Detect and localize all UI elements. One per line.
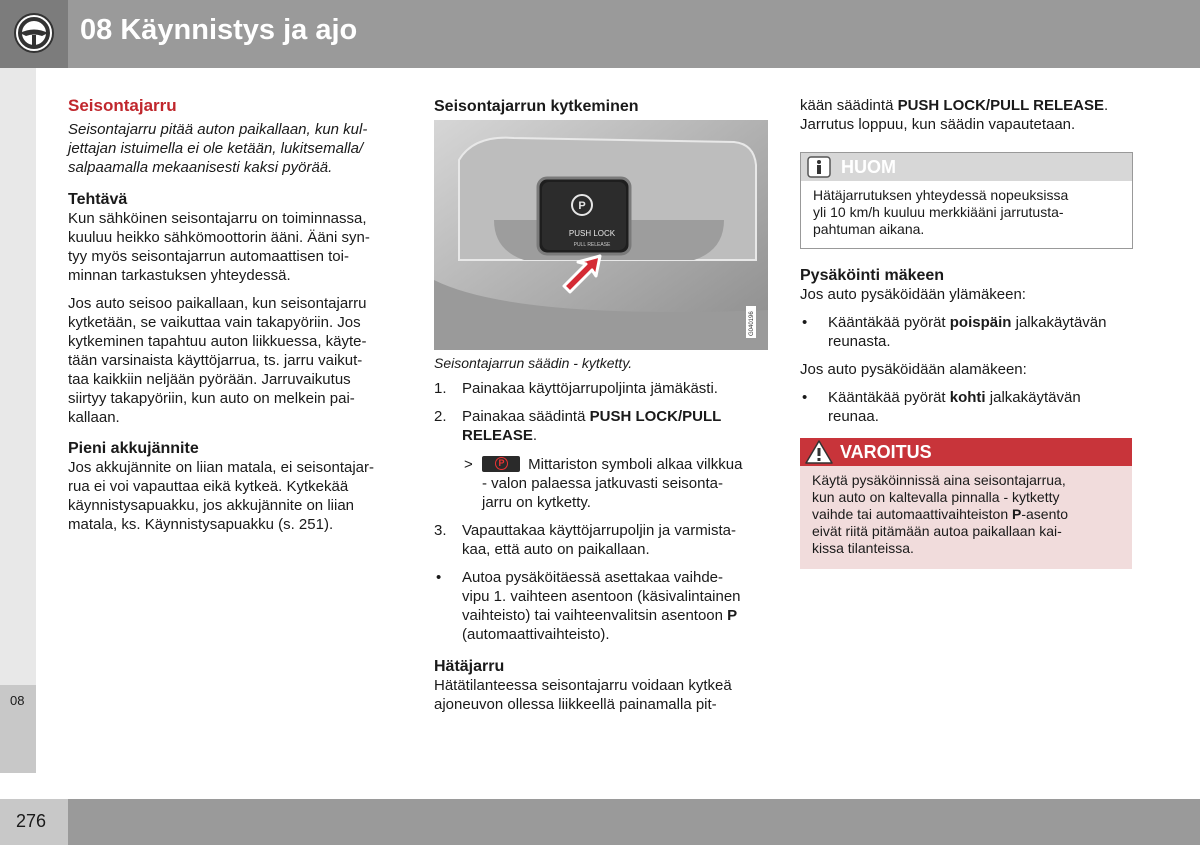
bullet: • xyxy=(436,569,442,586)
column-3-top xyxy=(800,96,1140,134)
warning-line: -asento xyxy=(1021,506,1069,522)
note-title: HUOM xyxy=(841,157,896,177)
chapter-title: 08 Käynnistys ja ajo xyxy=(80,14,358,46)
steering-wheel-icon xyxy=(13,12,55,54)
text-line: rua ei voi vapauttaa eikä kytkeä. Kytkekää xyxy=(68,478,349,495)
bullet-text: (automaattivaihteisto). xyxy=(462,626,610,643)
list-item xyxy=(800,388,1140,426)
text-line: Jos auto seisoo paikallaan, kun seisontajarru xyxy=(68,295,367,312)
bullet-bold: kohti xyxy=(949,389,986,406)
warning-box xyxy=(800,438,1132,569)
warning-triangle-icon xyxy=(804,439,834,465)
intro-text xyxy=(68,120,403,177)
paragraph xyxy=(68,294,403,427)
bullet-bold: poispäin xyxy=(949,314,1012,331)
text-line: kään säädintä xyxy=(800,97,898,114)
subheading-battery: Pieni akkujännite xyxy=(68,440,199,457)
parking-brake-illustration xyxy=(434,120,768,350)
warning-title: VAROITUS xyxy=(840,442,932,462)
step-text: Painakaa käyttöjarrupoljinta jämäkästi. xyxy=(462,380,718,397)
warning-header xyxy=(800,438,1132,466)
list-item xyxy=(800,313,1140,351)
bullet: • xyxy=(802,389,808,406)
text-line: tään varsinaista käyttöjarrua, ts. jarru vaikut- xyxy=(68,352,363,369)
warning-line: eivät riitä pitämään autoa paikallaan kai- xyxy=(812,523,1062,539)
sub-text: jarru on kytketty. xyxy=(482,494,591,511)
list-item xyxy=(434,568,779,644)
paragraph xyxy=(68,458,403,534)
section-heading: Seisontajarrun kytkeminen xyxy=(434,98,639,115)
step-bold: RELEASE xyxy=(462,427,533,444)
sub-arrow: > xyxy=(464,456,473,473)
text-line: . xyxy=(1104,97,1109,114)
warning-body xyxy=(800,466,1132,563)
text-line: Jos akkujännite on liian matala, ei seisontajar- xyxy=(68,459,374,476)
bullet-text: vipu 1. vaihteen asentoon (käsivalintainen xyxy=(462,588,741,605)
page-number-block xyxy=(0,799,68,845)
column-1 xyxy=(68,96,403,534)
button-label-line1: PUSH LOCK xyxy=(568,229,616,238)
svg-text:P: P xyxy=(578,200,586,212)
text-line: minnan tarkastuksen yhteydessä. xyxy=(68,267,291,284)
side-tab-label: 08 xyxy=(10,693,25,708)
text-bold: PUSH LOCK/PULL RELEASE xyxy=(897,97,1104,114)
intro-line: salpaamalla mekaanisesti kaksi pyörää. xyxy=(68,159,333,176)
text-line: kytketään, se vaikuttaa vain takapyöriin. Jos xyxy=(68,314,361,331)
note-body xyxy=(801,181,1132,244)
step-text: . xyxy=(532,427,538,444)
paragraph xyxy=(68,209,403,285)
note-header xyxy=(801,153,1132,181)
text-line: kallaan. xyxy=(68,409,120,426)
bullet-text: reunaa. xyxy=(828,408,879,425)
note-line: Hätäjarrutuksen yhteydessä nopeuksissa xyxy=(813,187,1069,203)
intro-line: jettajan istuimella ei ole ketään, lukitsemalla/ xyxy=(68,140,364,157)
note-line: pahtuman aikana. xyxy=(813,221,925,237)
figure-caption: Seisontajarrun säädin - kytketty. xyxy=(434,355,633,371)
bullet-text: reunasta. xyxy=(828,333,891,350)
text-line: kuuluu heikko sähkömoottorin ääni. Ääni syn- xyxy=(68,229,370,246)
column-3-middle xyxy=(800,266,1140,426)
sub-text: Mittariston symboli alkaa vilkkua xyxy=(524,456,743,473)
text-line: Hätätilanteessa seisontajarru voidaan kytkeä xyxy=(434,677,732,694)
bullet: • xyxy=(802,314,808,331)
text-line: käynnistysapuakku, jos akkujännite on liian xyxy=(68,497,355,514)
button-label-line2: PULL RELEASE xyxy=(573,242,611,248)
subheading-hill-parking: Pysäköinti mäkeen xyxy=(800,267,945,284)
bullet-text: jalkakäytävän xyxy=(985,389,1081,406)
list-item xyxy=(434,521,779,559)
bullet-text: jalkakäytävän xyxy=(1011,314,1107,331)
column-2-heading xyxy=(434,97,774,116)
text-line: matala, ks. Käynnistysapuakku (s. 251). xyxy=(68,516,334,533)
warning-bold: P xyxy=(1012,506,1022,522)
intro-line: Seisontajarru pitää auton paikallaan, kun kul- xyxy=(68,121,368,138)
step-bold: PUSH LOCK/PULL xyxy=(589,408,722,425)
bullet-text: Kääntäkää pyörät xyxy=(828,389,950,406)
text-line: Kun sähköinen seisontajarru on toiminnassa, xyxy=(68,210,367,227)
paragraph: Jos auto pysäköidään ylämäkeen: xyxy=(800,286,1026,303)
bullet-text: vaihteisto) tai vaihteenvalitsin asentoon xyxy=(462,607,728,624)
chapter-side-tab xyxy=(0,685,36,773)
subheading-tehtava: Tehtävä xyxy=(68,191,128,208)
warning-line: Käytä pysäköinnissä aina seisontajarrua, xyxy=(812,472,1066,488)
parking-symbol-icon: P xyxy=(482,456,520,472)
sub-item xyxy=(434,455,779,512)
bullet-bold: P xyxy=(727,607,738,624)
bullet-text: Kääntäkää pyörät xyxy=(828,314,950,331)
text-line: Jarrutus loppuu, kun säädin vapautetaan. xyxy=(800,116,1076,133)
figure-code: G040196 xyxy=(749,311,755,336)
note-box xyxy=(800,152,1133,249)
list-number: 2. xyxy=(434,408,447,425)
warning-line: kun auto on kaltevalla pinnalla - kytketty xyxy=(812,489,1060,505)
list-item xyxy=(434,379,779,398)
parking-brake-figure xyxy=(434,120,768,350)
warning-line: kissa tilanteissa. xyxy=(812,540,914,556)
paragraph xyxy=(800,96,1140,134)
list-item xyxy=(434,407,779,445)
chapter-icon-block xyxy=(0,0,68,68)
step-text: kaa, että auto on paikallaan. xyxy=(462,541,650,558)
page-number: 276 xyxy=(16,811,47,831)
note-line: yli 10 km/h kuuluu merkkiääni jarrutusta- xyxy=(813,204,1064,220)
chapter-header xyxy=(0,0,1200,68)
side-strip xyxy=(0,68,36,773)
info-icon xyxy=(807,156,831,178)
text-line: ajoneuvon ollessa liikkeellä painamalla pit- xyxy=(434,696,717,713)
bullet-text: Autoa pysäköitäessä asettakaa vaihde- xyxy=(462,569,723,586)
paragraph: Jos auto pysäköidään alamäkeen: xyxy=(800,361,1027,378)
step-text: Vapauttakaa käyttöjarrupoljin ja varmista- xyxy=(462,522,737,539)
section-heading: Seisontajarru xyxy=(68,96,177,115)
subheading-emergency-brake: Hätäjarru xyxy=(434,658,505,675)
text-line: taa kaikkiin neljään pyörään. Jarruvaikutus xyxy=(68,371,351,388)
text-line: tyy myös seisontajarrun automaattisen toi- xyxy=(68,248,349,265)
sub-text: - valon palaessa jatkuvasti seisonta- xyxy=(482,475,723,492)
list-number: 1. xyxy=(434,380,447,397)
text-line: kytkeminen tapahtuu auton liikkuessa, käyte- xyxy=(68,333,367,350)
column-2 xyxy=(434,379,779,714)
warning-line: vaihde tai automaattivaihteiston xyxy=(812,506,1013,522)
step-text: Painakaa säädintä xyxy=(462,408,590,425)
text-line: siirtyy takapyöriin, kun auto on melkein pai- xyxy=(68,390,355,407)
paragraph xyxy=(434,676,779,714)
page-footer xyxy=(0,799,1200,845)
list-number: 3. xyxy=(434,522,447,539)
